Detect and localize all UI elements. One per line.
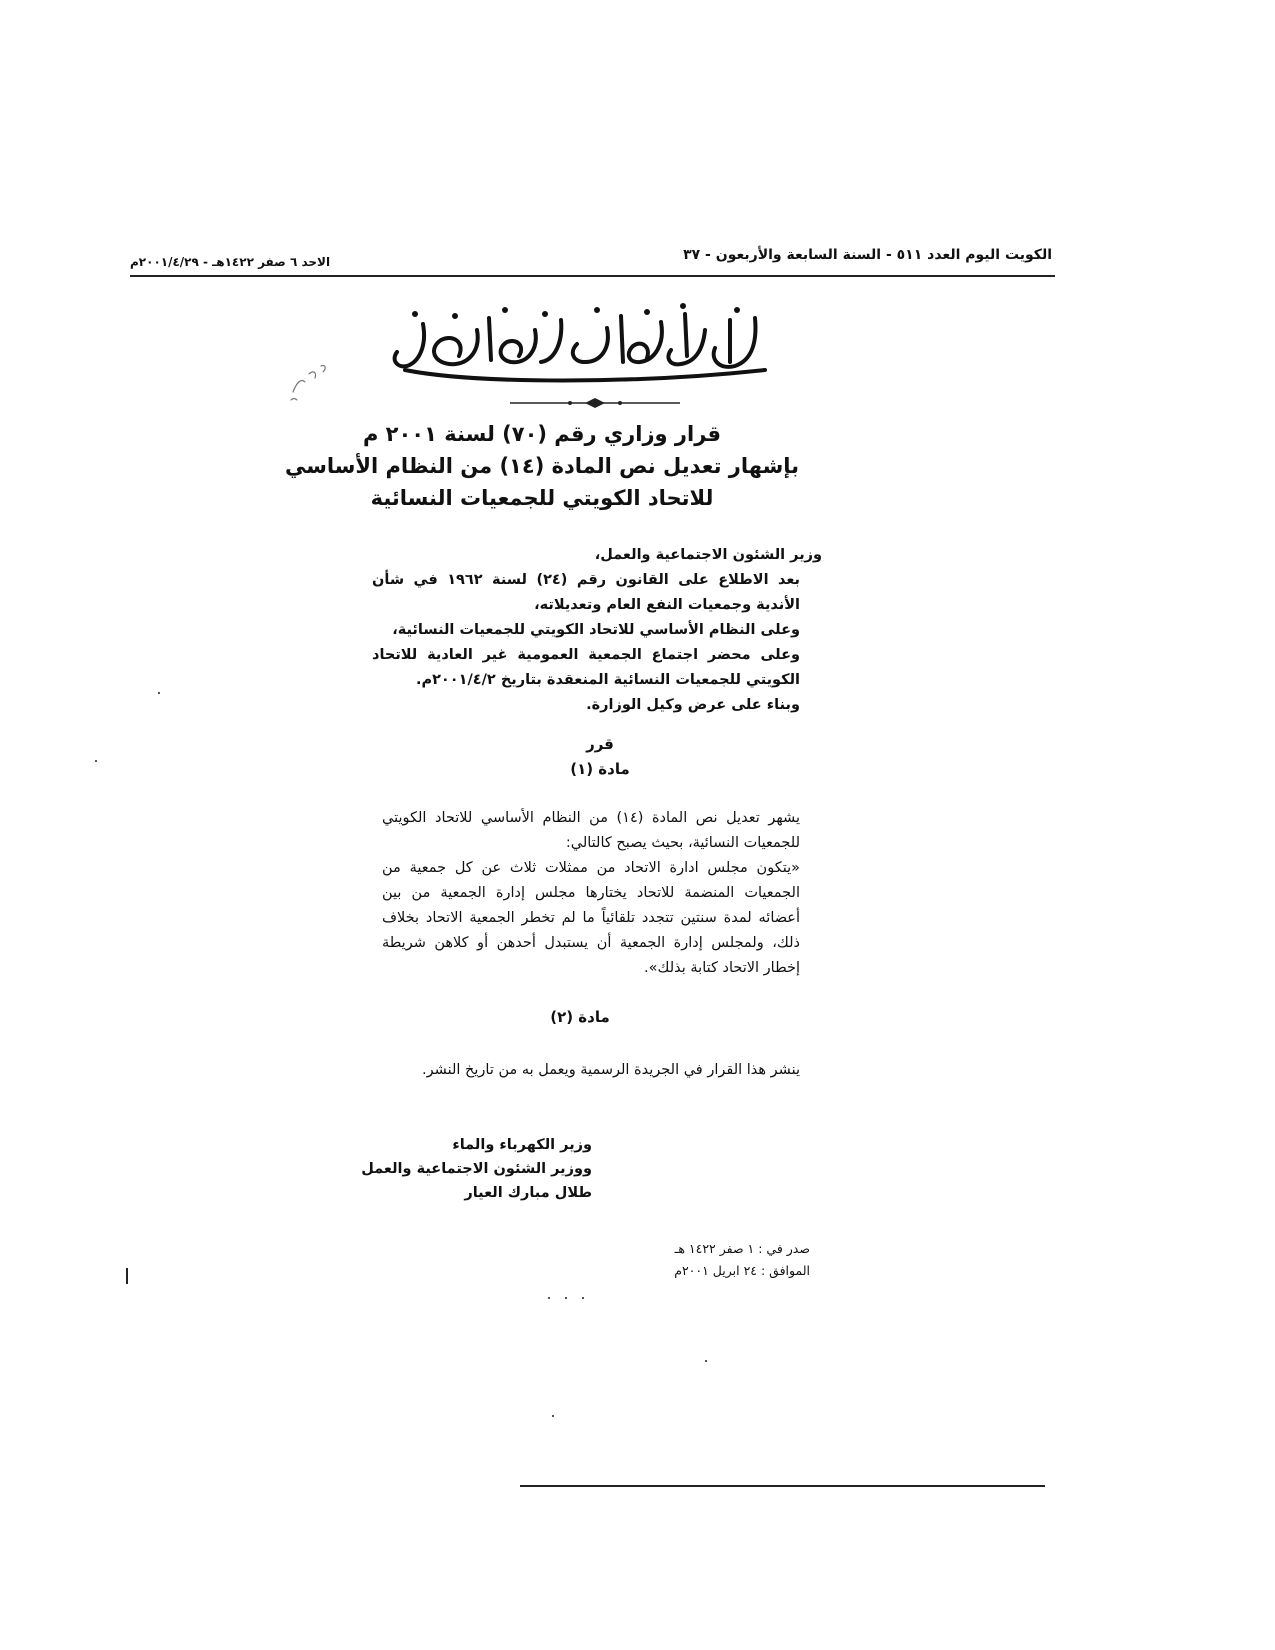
title-ornament-divider-icon xyxy=(510,398,680,408)
scan-speck xyxy=(565,1297,567,1299)
article-2-heading: مادة (٢) xyxy=(550,1008,610,1026)
article-1-paragraph-2: «يتكون مجلس ادارة الاتحاد من ممثلات ثلاث عن كل جمعية من الجمعيات المنضمة للاتحاد يختارها مجلس إدارة الجمعية من بين أعضائه لمدة سنتين تتجدد تلقائياً ما لم تخطر الجمعية الاتحاد بخلاف ذلك، ولمجلس إدارة الجمعية أن يستبدل أحدهن أو كلاهن شريطة إخطار الاتحاد كتابة بذلك». xyxy=(382,860,800,976)
article-1-heading: مادة (١) xyxy=(570,760,630,778)
preamble-statute-reference: وعلى النظام الأساسي للاتحاد الكويتي للجمعيات النسائية، xyxy=(392,622,800,638)
decision-title xyxy=(262,418,822,514)
preamble-proposal: وبناء على عرض وكيل الوزارة. xyxy=(586,697,800,713)
scan-speck xyxy=(582,1297,584,1299)
preamble-assembly-minutes: وعلى محضر اجتماع الجمعية العمومية غير العادية للاتحاد الكويتي للجمعيات النسائية المنعقدة بتاريخ ٢٠٠١/٤/٢م. xyxy=(372,647,800,688)
scan-speck xyxy=(95,760,97,762)
page-header-issue: الكويت اليوم العدد ٥١١ - السنة السابعة والأربعون - ٣٧ xyxy=(683,247,1052,263)
signature-name: طلال مبارك العيار xyxy=(464,1185,592,1201)
header-divider xyxy=(130,275,1055,277)
title-line-1: قرار وزاري رقم (٧٠) لسنة ٢٠٠١ م xyxy=(362,422,722,446)
article-2-body xyxy=(382,1058,822,1083)
scan-speck xyxy=(548,1297,550,1299)
page-header-date: الاحد ٦ صفر ١٤٢٢هـ - ٢٠٠١/٤/٢٩م xyxy=(130,255,331,269)
footer-divider xyxy=(520,1485,1045,1487)
preamble-minister: وزير الشئون الاجتماعية والعمل، xyxy=(594,547,822,563)
decided-heading: قرر xyxy=(586,735,614,753)
scan-speck xyxy=(158,692,160,694)
article-1-body xyxy=(382,806,822,981)
title-line-3: للاتحاد الكويتي للجمعيات النسائية xyxy=(370,486,714,510)
article-1-paragraph-1: يشهر تعديل نص المادة (١٤) من النظام الأساسي للاتحاد الكويتي للجمعيات النسائية، بحيث يصبح كالتالي: xyxy=(382,810,800,851)
issue-date-block xyxy=(674,1238,810,1282)
article-2-paragraph: ينشر هذا القرار في الجريدة الرسمية ويعمل به من تاريخ النشر. xyxy=(422,1062,800,1078)
signature-title-2: ووزير الشئون الاجتماعية والعمل xyxy=(361,1161,592,1177)
ministry-calligraphy-logo-icon xyxy=(385,300,785,390)
scan-speck xyxy=(552,1415,554,1417)
minister-signature-block xyxy=(361,1133,592,1205)
preamble-law-reference: بعد الاطلاع على القانون رقم (٢٤) لسنة ١٩٦٢ في شأن الأندية وجمعيات النفع العام وتعديلاته، xyxy=(372,572,801,613)
signature-title-1: وزير الكهرباء والماء xyxy=(452,1137,592,1153)
scan-mark xyxy=(126,1268,128,1284)
title-line-2: بإشهار تعديل نص المادة (١٤) من النظام الأساسي xyxy=(284,454,800,478)
handwritten-note-mark-icon xyxy=(283,352,338,407)
preamble xyxy=(372,543,822,718)
issued-hijri-date: صدر في : ١ صفر ١٤٢٢ هـ xyxy=(674,1241,810,1256)
scan-speck xyxy=(705,1360,707,1362)
issued-gregorian-date: الموافق : ٢٤ ابريل ٢٠٠١م xyxy=(674,1263,810,1278)
